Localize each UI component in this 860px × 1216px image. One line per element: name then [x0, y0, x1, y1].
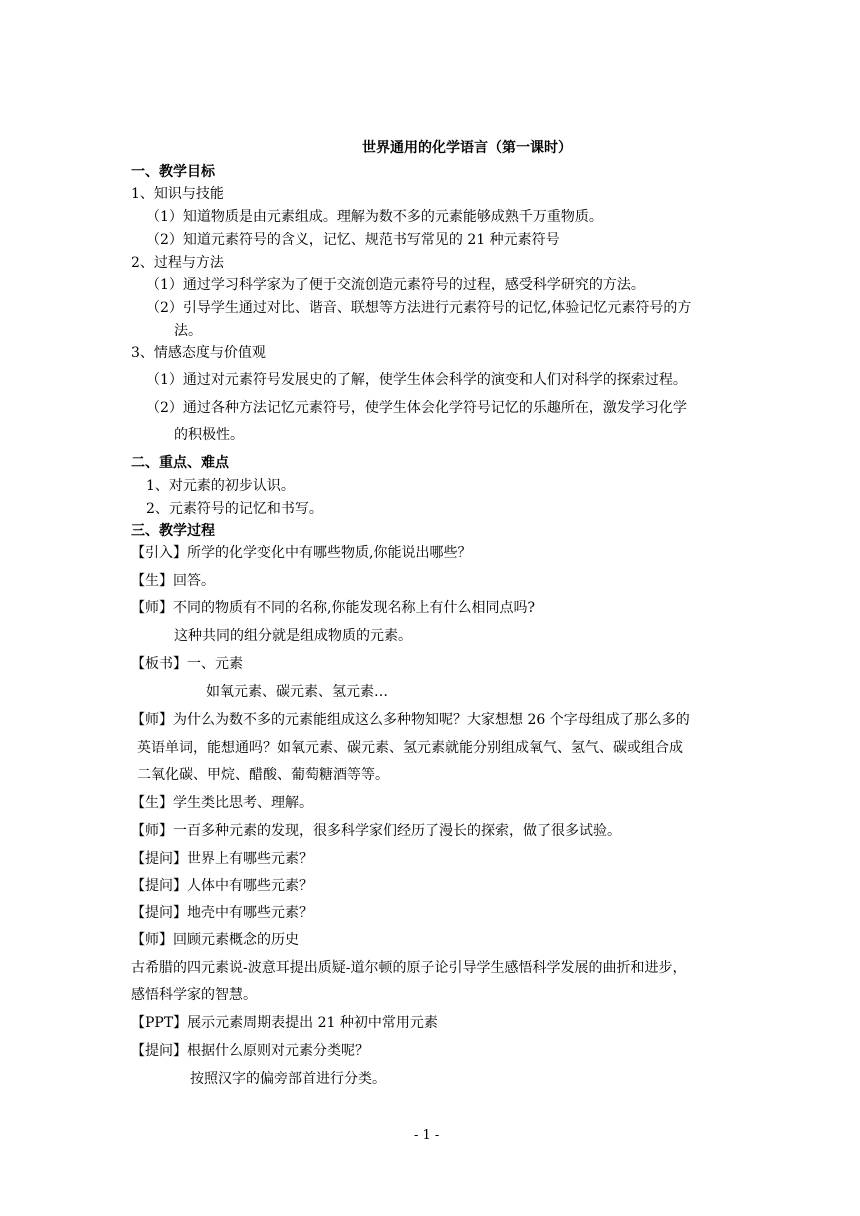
text-line: （1）通过对元素符号发展史的了解，使学生体会科学的演变和人们对科学的探索过程。 [146, 372, 687, 388]
text-line: 【板书】一、元素 [131, 656, 243, 672]
text-line: 按照汉字的偏旁部首进行分类。 [190, 1071, 386, 1087]
text-line: 【生】学生类比思考、理解。 [131, 795, 313, 811]
text-line: 【师】不同的物质有不同的名称,你能发现名称上有什么相同点吗? [131, 600, 535, 616]
text-line: 【提问】人体中有哪些元素？ [131, 878, 313, 894]
text-line: 3、情感态度与价值观 [131, 345, 266, 361]
section-heading-objectives: 一、教学目标 [131, 164, 215, 180]
page-number: - 1 - [414, 1128, 440, 1143]
text-line: 【师】一百多种元素的发现，很多科学家们经历了漫长的探索，做了很多试验。 [131, 823, 621, 839]
text-line: 如氧元素、碳元素、氢元素… [206, 684, 388, 700]
text-line: 法。 [174, 323, 202, 339]
text-line: （2）知道元素符号的含义，记忆、规范书写常见的 21 种元素符号 [146, 232, 560, 248]
text-line: 【PPT】展示元素周期表提出 21 种初中常用元素 [131, 1015, 438, 1031]
text-line: 【提问】地壳中有哪些元素？ [131, 905, 313, 921]
text-line: 的积极性。 [174, 427, 244, 443]
text-line: 【生】回答。 [131, 573, 215, 589]
text-line: 二氧化碳、甲烷、醋酸、葡萄糖酒等等。 [137, 767, 389, 783]
text-line: 【引入】所学的化学变化中有哪些物质,你能说出哪些？ [131, 545, 472, 561]
text-line: （1）通过学习科学家为了便于交流创造元素符号的过程，感受科学研究的方法。 [146, 277, 645, 293]
text-line: （2）通过各种方法记忆元素符号，使学生体会化学符号记忆的乐趣所在，激发学习化学 [146, 400, 687, 416]
text-line: 2、过程与方法 [131, 255, 224, 271]
section-heading-keypoints: 二、重点、难点 [131, 455, 229, 471]
section-heading-process: 三、教学过程 [131, 523, 215, 539]
text-line: 1、知识与技能 [131, 186, 224, 202]
text-line: 古希腊的四元素说-波意耳提出质疑-道尔顿的原子论引导学生感悟科学发展的曲折和进步， [131, 960, 687, 976]
text-line: 【师】回顾元素概念的历史 [131, 932, 299, 948]
text-line: 英语单词，能想通吗？如氧元素、碳元素、氢元素就能分别组成氧气、氢气、碳或组合成 [137, 740, 683, 756]
text-line: （2）引导学生通过对比、谐音、联想等方法进行元素符号的记忆,体验记忆元素符号的方 [146, 300, 692, 316]
text-line: 感悟科学家的智慧。 [131, 987, 257, 1003]
text-line: 1、对元素的初步认识。 [146, 478, 295, 494]
text-line: （1）知道物质是由元素组成。理解为数不多的元素能够成熟千万重物质。 [146, 209, 603, 225]
text-line: 【师】为什么为数不多的元素能组成这么多种物知呢？大家想想 26 个字母组成了那么多的 [131, 712, 690, 728]
document-title: 世界通用的化学语言（第一课时） [362, 140, 572, 156]
text-line: 2、元素符号的记忆和书写。 [146, 501, 323, 517]
text-line: 这种共同的组分就是组成物质的元素。 [174, 628, 412, 644]
text-line: 【提问】世界上有哪些元素？ [131, 851, 313, 867]
text-line: 【提问】根据什么原则对元素分类呢？ [131, 1043, 369, 1059]
